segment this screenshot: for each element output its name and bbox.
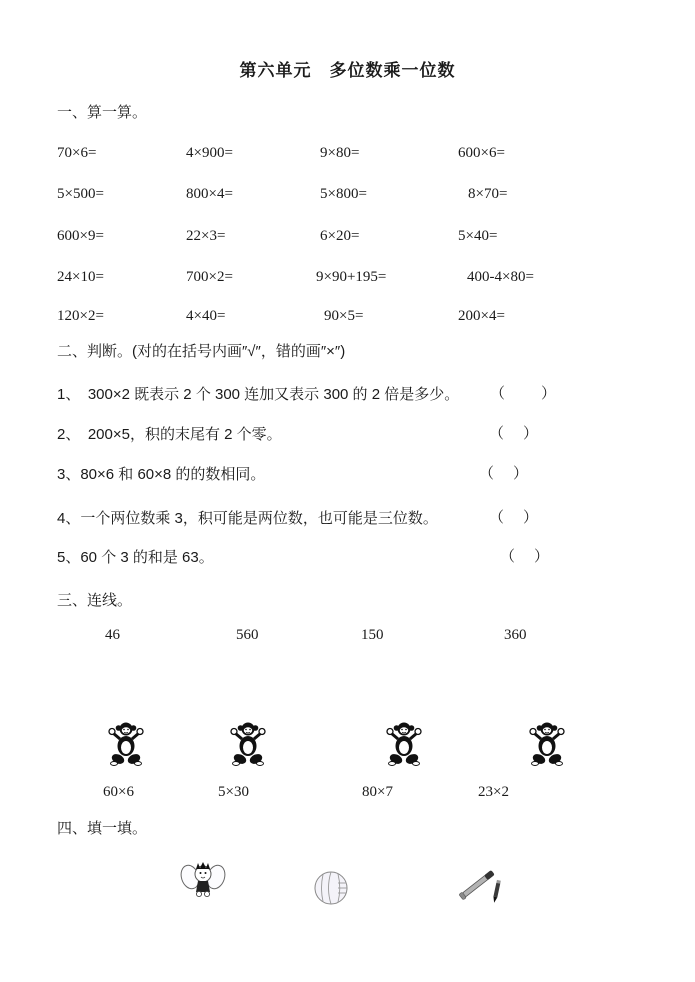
match-number: 46 <box>105 627 120 643</box>
judge-text: 4、一个两位数乘 3，积可能是两位数，也可能是三位数。 <box>57 510 438 527</box>
answer-brackets: （ ） <box>500 549 552 565</box>
calc-row <box>0 186 695 204</box>
calc-problem: 90×5= <box>324 308 364 324</box>
calc-problem: 9×90+195= <box>316 269 387 285</box>
elephant-icon <box>180 860 226 900</box>
bat-and-pencil-icon <box>454 858 512 908</box>
judge-text: 1、 300×2 既表示 2 个 300 连加又表示 300 的 2 倍是多少。 <box>57 386 460 403</box>
calc-problem: 4×40= <box>186 308 226 324</box>
match-expression: 23×2 <box>478 784 509 800</box>
calc-problem: 70×6= <box>57 145 97 161</box>
judge-text: 3、80×6 和 60×8 的的数相同。 <box>57 466 266 483</box>
judge-text: 2、 200×5，积的末尾有 2 个零。 <box>57 426 282 443</box>
calc-problem: 120×2= <box>57 308 104 324</box>
calc-row <box>0 145 695 163</box>
match-expression: 80×7 <box>362 784 393 800</box>
match-expression: 60×6 <box>103 784 134 800</box>
match-number: 360 <box>504 627 527 643</box>
calc-problem: 800×4= <box>186 186 233 202</box>
judge-item <box>57 510 677 527</box>
calc-problem: 22×3= <box>186 228 226 244</box>
calc-problem: 4×900= <box>186 145 233 161</box>
answer-brackets: （ ） <box>489 510 541 526</box>
calc-row <box>0 308 695 326</box>
calc-problem: 5×500= <box>57 186 104 202</box>
section3-heading: 三、连线。 <box>57 592 133 609</box>
calc-row <box>0 228 695 246</box>
calc-problem: 600×6= <box>458 145 505 161</box>
monkey-icon <box>229 720 267 768</box>
match-number: 150 <box>361 627 384 643</box>
calc-problem: 700×2= <box>186 269 233 285</box>
calc-problem: 6×20= <box>320 228 360 244</box>
answer-brackets: （ ） <box>490 386 559 402</box>
basketball-icon <box>313 870 349 906</box>
section2-heading: 二、判断。(对的在括号内画″√″，错的画″×″) <box>57 343 346 360</box>
calc-problem: 5×800= <box>320 186 367 202</box>
calc-problem: 24×10= <box>57 269 104 285</box>
calc-problem: 8×70= <box>468 186 508 202</box>
monkey-icon <box>385 720 423 768</box>
page-title: 第六单元 多位数乘一位数 <box>239 61 456 81</box>
answer-brackets: （ ） <box>489 426 541 442</box>
judge-text: 5、60 个 3 的和是 63。 <box>57 549 214 566</box>
section4-heading: 四、填一填。 <box>57 820 148 837</box>
monkey-icon <box>528 720 566 768</box>
calc-problem: 600×9= <box>57 228 104 244</box>
calc-problem: 200×4= <box>458 308 505 324</box>
section1-heading: 一、算一算。 <box>57 104 148 121</box>
judge-item <box>57 549 677 566</box>
calc-problem: 5×40= <box>458 228 498 244</box>
monkey-icon <box>107 720 145 768</box>
calc-row <box>0 269 695 287</box>
judge-item <box>57 386 677 403</box>
judge-item <box>57 466 677 483</box>
match-number: 560 <box>236 627 259 643</box>
answer-brackets: （ ） <box>479 466 531 482</box>
judge-item <box>57 426 677 443</box>
calc-problem: 400-4×80= <box>467 269 534 285</box>
match-expression: 5×30 <box>218 784 249 800</box>
calc-problem: 9×80= <box>320 145 360 161</box>
